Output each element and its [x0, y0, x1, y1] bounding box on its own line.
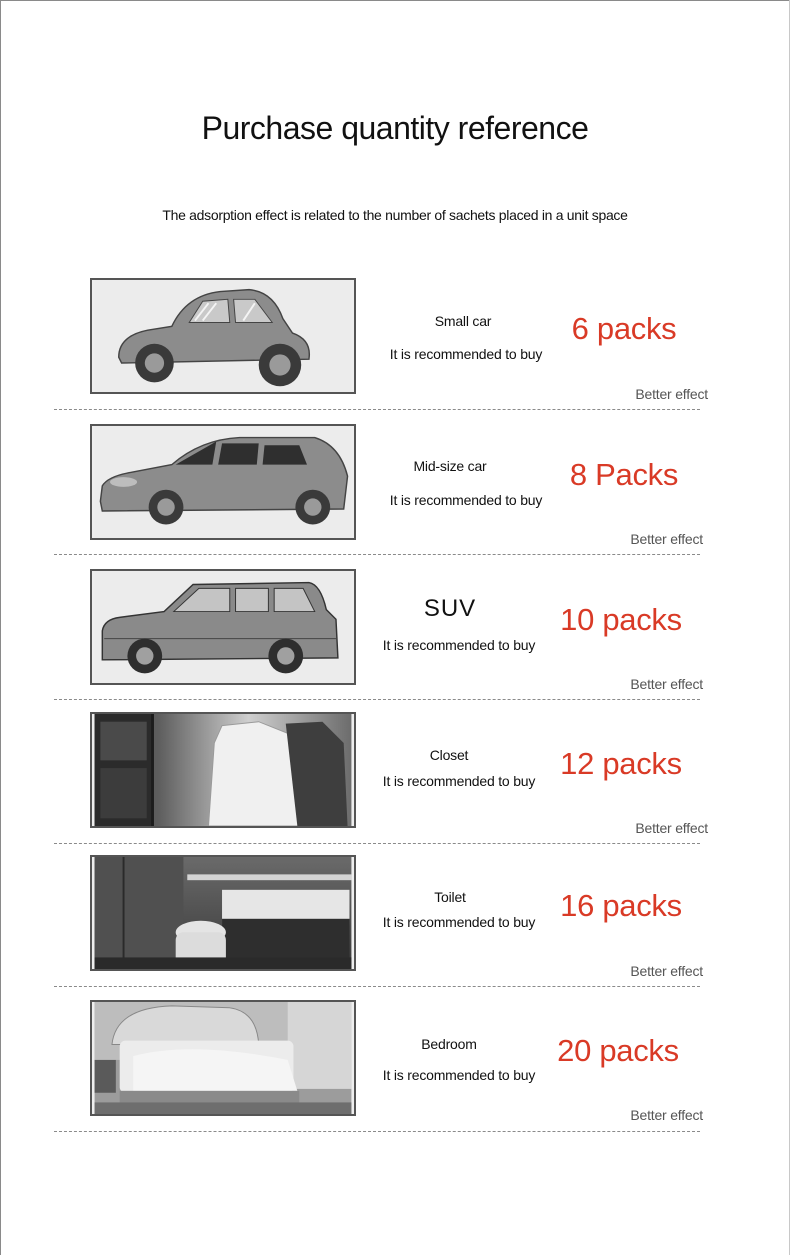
- small-car-image: [90, 278, 356, 394]
- place-label: SUV: [423, 595, 477, 622]
- recommend-text: It is recommended to buy: [382, 1067, 536, 1083]
- recommend-text: It is recommended to buy: [389, 346, 543, 362]
- closet-photo: [92, 714, 354, 826]
- pack-quantity: 8 Packs: [569, 457, 679, 492]
- hatchback-car-illustration: [92, 426, 354, 538]
- effect-note: Better effect: [630, 676, 703, 692]
- recommend-text: It is recommended to buy: [382, 773, 536, 789]
- place-label: Bedroom: [421, 1036, 477, 1052]
- bedroom-image: [90, 1000, 356, 1116]
- list-item-suv: [0, 569, 790, 714]
- bathroom-photo: [92, 857, 354, 969]
- recommend-text: It is recommended to buy: [382, 914, 536, 930]
- pack-quantity: 12 packs: [560, 746, 682, 781]
- row-separator: [54, 1131, 700, 1132]
- place-label: Mid-size car: [413, 458, 487, 474]
- closet-image: [90, 712, 356, 828]
- recommend-text: It is recommended to buy: [382, 637, 536, 653]
- place-label: Small car: [434, 313, 492, 329]
- list-item-bedroom: [0, 1000, 790, 1145]
- list-item-mid-size-car: [0, 424, 790, 569]
- bedroom-photo: [92, 1002, 354, 1114]
- effect-note: Better effect: [630, 1107, 703, 1123]
- frame-top-border: [0, 0, 790, 1]
- suv-image: [90, 569, 356, 685]
- list-item-small-car: [0, 278, 790, 423]
- place-label: Toilet: [434, 889, 466, 905]
- list-item-closet: [0, 712, 790, 857]
- page-title: Purchase quantity reference: [201, 110, 589, 146]
- page-subtitle: The adsorption effect is related to the number of sachets placed in a unit space: [162, 207, 628, 223]
- pack-quantity: 6 packs: [571, 311, 677, 346]
- toilet-image: [90, 855, 356, 971]
- effect-note: Better effect: [635, 386, 708, 402]
- recommend-text: It is recommended to buy: [389, 492, 543, 508]
- effect-note: Better effect: [635, 820, 708, 836]
- mid-size-car-image: [90, 424, 356, 540]
- row-separator: [54, 843, 700, 844]
- place-label: Closet: [429, 747, 469, 763]
- row-separator: [54, 699, 700, 700]
- pack-quantity: 10 packs: [560, 602, 682, 637]
- row-separator: [54, 986, 700, 987]
- effect-note: Better effect: [630, 963, 703, 979]
- small-car-illustration: [92, 280, 354, 392]
- suv-illustration: [92, 571, 354, 683]
- list-item-toilet: [0, 855, 790, 1000]
- pack-quantity: 16 packs: [560, 888, 682, 923]
- effect-note: Better effect: [630, 531, 703, 547]
- row-separator: [54, 409, 700, 410]
- pack-quantity: 20 packs: [557, 1033, 679, 1068]
- row-separator: [54, 554, 700, 555]
